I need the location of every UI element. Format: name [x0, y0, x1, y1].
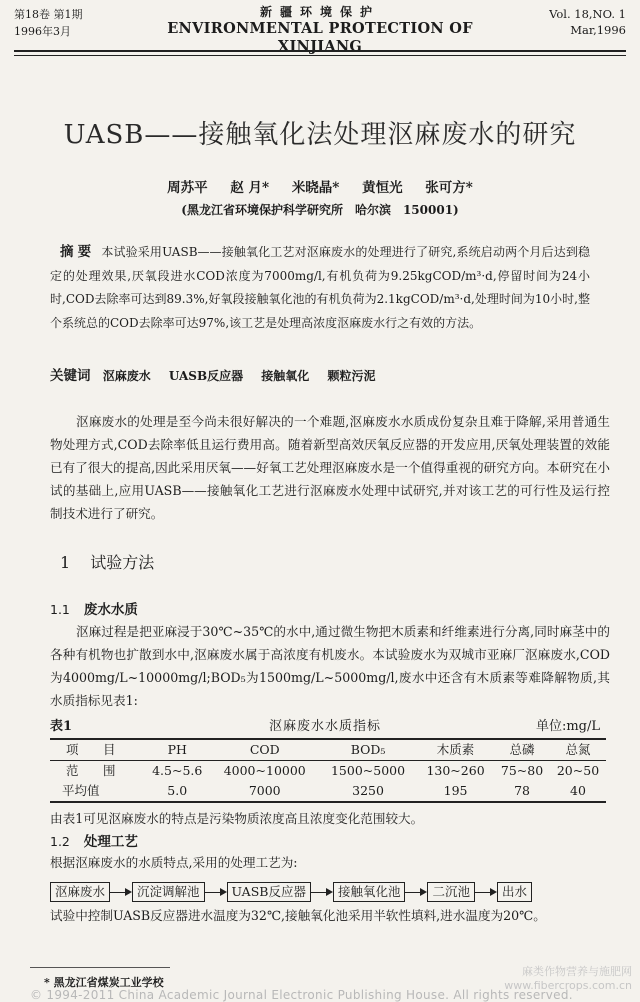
table-cell: 130~260: [426, 763, 485, 778]
keyword: 接触氧化: [261, 369, 310, 383]
table-cell: 20~50: [556, 763, 600, 778]
table-header-cell: 项 目: [50, 739, 144, 761]
copyright-footer: © 1994-2011 China Academic Journal Electronic Publishing House. All rights reserved.: [30, 988, 573, 1002]
volume-issue-en: Vol. 18,NO. 1: [549, 7, 626, 21]
table-cell: 4000~10000: [223, 763, 306, 778]
volume-issue-cn: 第18卷 第1期: [14, 8, 83, 21]
footnote: * 黑龙江省煤炭工业学校: [44, 976, 164, 989]
running-header: [14, 4, 626, 55]
flow-step: 沤麻废水: [50, 882, 110, 902]
table-header-cell: 木质素: [417, 739, 494, 761]
table-label: 表1: [50, 719, 73, 734]
process-paragraph: 根据沤麻废水的水质特点,采用的处理工艺为:: [50, 855, 298, 870]
abstract-label: 摘要: [60, 244, 96, 260]
author: 周苏平: [167, 180, 208, 196]
header-rule-thick: [14, 50, 626, 52]
table-header-cell: 总氮: [550, 739, 606, 761]
author: 黄恒光: [362, 180, 403, 196]
table-cell: 5.0: [144, 781, 210, 802]
arrow-right-icon: [475, 883, 497, 901]
table-cell: 195: [417, 781, 494, 802]
control-paragraph: 试验中控制UASB反应器进水温度为32℃,接触氧化池采用半软性填料,进水温度为20℃。: [50, 908, 546, 923]
keywords: [50, 366, 610, 386]
flow-step: 沉淀调解池: [132, 882, 205, 902]
author-list: [0, 176, 640, 196]
flow-step: 二沉池: [427, 882, 475, 902]
table-cell: 4.5~5.6: [152, 763, 203, 778]
keyword: 沤麻废水: [102, 369, 151, 383]
keyword: UASB反应器: [168, 369, 244, 383]
arrow-right-icon: [405, 883, 427, 901]
author: 张可方*: [425, 180, 473, 196]
table-header-cell: COD: [210, 739, 319, 761]
affiliation: (黑龙江省环境保护科学研究所 哈尔滨 150001): [181, 203, 459, 217]
journal-name-en: ENVIRONMENTAL PROTECTION OF XINJIANG: [167, 20, 473, 55]
section-title: 试验方法: [90, 553, 155, 572]
table-caption: [50, 715, 600, 735]
keyword: 颗粒污泥: [327, 369, 376, 383]
header-right: [549, 6, 626, 38]
table-cell: 范 围: [66, 763, 122, 778]
table-cell: 3250: [319, 781, 417, 802]
footnote-rule: [30, 967, 170, 968]
header-left: [14, 6, 83, 40]
section-heading: [60, 550, 154, 573]
table-title: 沤麻废水水质指标: [268, 719, 381, 734]
arrow-right-icon: [205, 883, 227, 901]
table-header-cell: 总磷: [494, 739, 550, 761]
table-row: [50, 761, 606, 782]
flow-step: 出水: [497, 882, 532, 902]
table-cell: 7000: [210, 781, 319, 802]
subsection-title: 处理工艺: [83, 834, 138, 850]
table-cell: 78: [494, 781, 550, 802]
table-header-row: [50, 739, 606, 761]
abstract-text: 本试验采用UASB——接触氧化工艺对沤麻废水的处理进行了研究,系统启动两个月后达到稳定的处理效果,厌氧段进水COD浓度为7000mg/l,有机负荷为9.25kgCOD/m³·d,停留时间为24小时,COD去除率可达到89.3%,好氧段接触氧化池的有机负荷为2.1kgCOD/m³·d,处理时间为10小时,整个系统总的COD去除率可达97%,该工艺是处理高浓度沤麻废水行之有效的方法。: [50, 245, 590, 330]
subsection-heading: [50, 598, 138, 618]
flow-step: 接触氧化池: [333, 882, 406, 902]
water-quality-paragraph: 沤麻过程是把亚麻浸于30℃~35℃的水中,通过微生物把木质素和纤维素进行分离,同时麻茎中的各种有机物也扩散到水中,沤麻废水属于高浓度有机废水。本试验废水为双城市亚麻厂沤麻废水,COD为4000mg/L~10000mg/l;BOD₅为1500mg/L~5000mg/l,废水中还含有木质素等难降解物质,其水质指标见表1:: [50, 624, 610, 708]
paper-title: UASB——接触氧化法处理沤麻废水的研究: [63, 120, 577, 150]
author: 赵 月*: [230, 180, 270, 196]
table-unit: 单位:mg/L: [535, 719, 600, 734]
date-cn: 1996年3月: [14, 25, 71, 38]
subsection-title: 废水水质: [83, 602, 138, 618]
subsection-number: 1.1: [50, 602, 70, 617]
arrow-right-icon: [311, 883, 333, 901]
abstract: [50, 241, 590, 335]
date-en: Mar,1996: [570, 23, 626, 37]
table-note-paragraph: 由表1可见沤麻废水的特点是污染物质浓度高且浓度变化范围较大。: [50, 811, 424, 826]
section-number: 1: [60, 553, 71, 572]
table-header-cell: PH: [144, 739, 210, 761]
table-row: [50, 781, 606, 802]
watermark-cn: 麻类作物营养与施肥网: [522, 965, 632, 978]
table-cell: 40: [550, 781, 606, 802]
arrow-right-icon: [110, 883, 132, 901]
author: 米晓晶*: [291, 180, 340, 196]
table-cell: 平均值: [50, 781, 144, 802]
water-quality-table: [50, 738, 606, 803]
header-journal: [144, 5, 496, 56]
intro-paragraph: 沤麻废水的处理是至今尚未很好解决的一个难题,沤麻废水水质成份复杂且难于降解,采用普通生物处理方式,COD去除率低且运行费用高。随着新型高效厌氧反应器的开发应用,厌氧处理装置的效能已有了很大的提高,因此采用厌氧——好氧工艺处理沤麻废水是一个值得重视的研究方向。本研究在小试的基础上,应用UASB——接触氧化工艺进行沤麻废水处理中试研究,并对该工艺的可行性及运行控制技术进行了研究。: [50, 414, 610, 521]
subsection-number: 1.2: [50, 834, 70, 849]
flow-step: UASB反应器: [227, 882, 311, 902]
journal-name-cn: 新疆环境保护: [259, 5, 380, 19]
keywords-label: 关键词: [50, 368, 91, 384]
table-header-cell: BOD₅: [319, 739, 417, 761]
watermark-url: www.fibercrops.com.cn: [504, 979, 632, 992]
table-cell: 1500~5000: [330, 763, 406, 778]
header-rule-thin: [14, 55, 626, 56]
process-flow-diagram: [50, 880, 532, 904]
subsection-heading: [50, 830, 138, 850]
table-cell: 75~80: [500, 763, 544, 778]
